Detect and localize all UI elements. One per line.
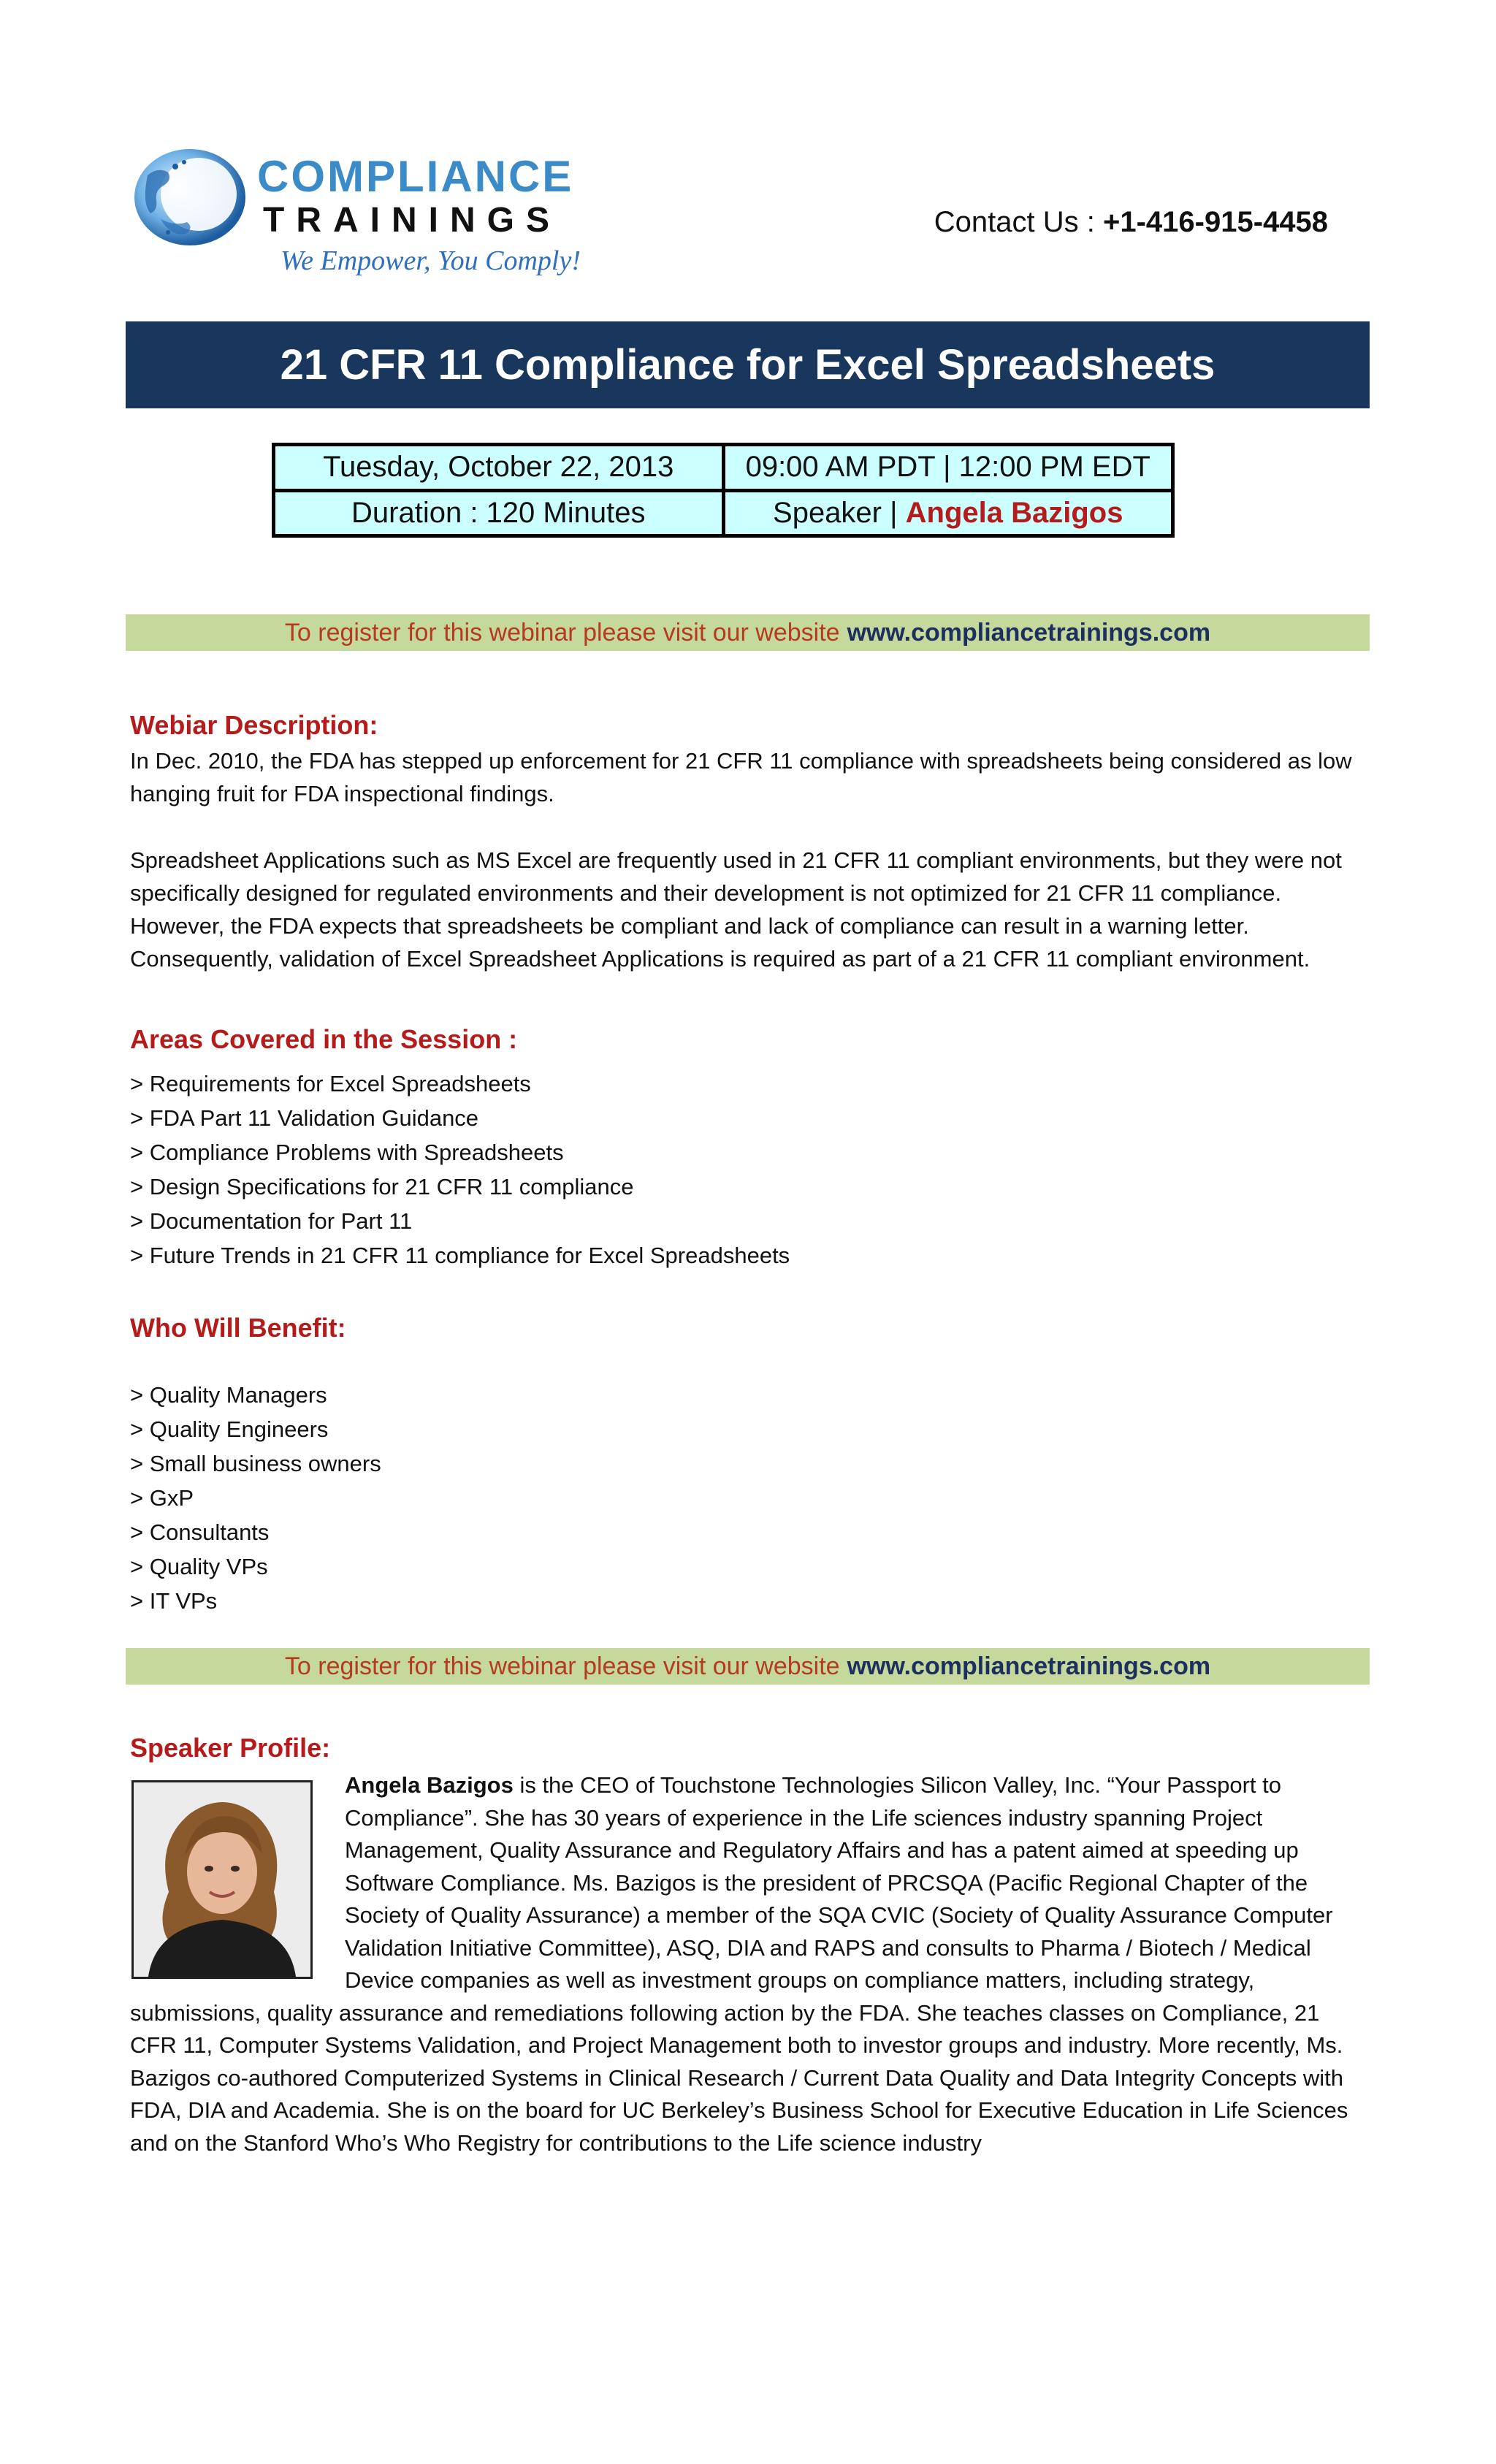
list-item: > FDA Part 11 Validation Guidance	[130, 1105, 479, 1131]
globe-icon	[131, 146, 248, 248]
list-item: > Compliance Problems with Spreadsheets	[130, 1140, 564, 1165]
areas-heading: Areas Covered in the Session :	[130, 1024, 518, 1054]
contact-info	[934, 206, 1328, 239]
register-link[interactable]: www.compliancetrainings.com	[847, 1652, 1211, 1680]
title-banner	[126, 321, 1370, 408]
list-item: > Future Trends in 21 CFR 11 compliance for Excel Spreadsheets	[130, 1243, 790, 1268]
description-paragraph-2: Spreadsheet Applications such as MS Excel are frequently used in 21 CFR 11 compliant environments, but they were not specifically designed for regulated environments and their development is not optimized for 21 CFR 11 compliance. However, the FDA expects that spreadsheets be compliant and lack of compliance can result in a warning letter. Consequently, validation of Excel Spreadsheet Applications is required as part of a 21 CFR 11 compliant environment.	[130, 847, 1342, 972]
contact-phone[interactable]: +1-416-915-4458	[1102, 206, 1328, 238]
register-text: To register for this webinar please visit our website	[284, 618, 840, 646]
list-item: > Requirements for Excel Spreadsheets	[130, 1071, 531, 1096]
speaker-name: Angela Bazigos	[905, 496, 1123, 529]
benefit-list	[130, 1378, 381, 1618]
contact-label: Contact Us :	[934, 206, 1103, 238]
benefit-heading: Who Will Benefit:	[130, 1313, 346, 1343]
list-item: > Quality Managers	[130, 1382, 327, 1408]
list-item: > Design Specifications for 21 CFR 11 compliance	[130, 1174, 634, 1199]
brand-tagline: We Empower, You Comply!	[280, 245, 581, 276]
table-row	[274, 445, 1173, 491]
register-bar-top	[126, 614, 1370, 651]
brand-name-line1: COMPLIANCE	[257, 152, 574, 201]
speaker-bio	[130, 1769, 1365, 2159]
list-item: > Small business owners	[130, 1451, 381, 1476]
duration-cell: Duration : 120 Minutes	[274, 490, 724, 536]
table-row	[274, 490, 1173, 536]
list-item: > GxP	[130, 1485, 194, 1511]
description-heading: Webiar Description:	[130, 710, 378, 740]
list-item: > IT VPs	[130, 1588, 218, 1614]
list-item: > Quality Engineers	[130, 1416, 329, 1442]
description-paragraph-1: In Dec. 2010, the FDA has stepped up enforcement for 21 CFR 11 compliance with spreadsheets being considered as low hanging fruit for FDA inspectional findings.	[130, 748, 1352, 806]
date-cell: Tuesday, October 22, 2013	[274, 445, 724, 491]
page-title: 21 CFR 11 Compliance for Excel Spreadsheets	[280, 341, 1216, 389]
list-item: > Documentation for Part 11	[130, 1208, 413, 1234]
speaker-label: Speaker |	[773, 496, 906, 529]
register-link[interactable]: www.compliancetrainings.com	[847, 618, 1211, 646]
brand-name-line2: TRAININGS	[263, 201, 561, 240]
register-text: To register for this webinar please visit our website	[284, 1652, 840, 1680]
register-bar-bottom	[126, 1648, 1370, 1685]
person-photo-icon	[131, 1780, 313, 1979]
speaker-bio-name: Angela Bazigos	[345, 1772, 514, 1798]
speaker-cell	[723, 490, 1173, 536]
speaker-heading: Speaker Profile:	[130, 1733, 331, 1763]
areas-list	[130, 1067, 790, 1273]
list-item: > Quality VPs	[130, 1554, 268, 1579]
speaker-bio-text: is the CEO of Touchstone Technologies Silicon Valley, Inc. “Your Passport to Compliance”. She has 30 years of experience in the Life sciences industry spanning Project Management, Quality Assurance and Regulatory Affairs and has a patent aimed at speeding up Software Compliance. Ms. Bazigos is the president of PRCSQA (Pacific Regional Chapter of the Society of Quality Assurance) a member of the SQA CVIC (Society of Quality Assurance Computer Validation Initiative Committee), ASQ, DIA and RAPS and consults to Pharma / Biotech / Medical Device companies as well as investment groups on compliance matters, including strategy, submissions, quality assurance and remediations following action by the FDA. She teaches classes on Compliance, 21 CFR 11, Computer Systems Validation, and Project Management both to investor groups and industry. More recently, Ms. Bazigos co-authored Computerized Systems in Clinical Research / Current Data Quality and Data Integrity Concepts with FDA, DIA and Academia. She is on the board for UC Berkeley’s Business School for Executive Education in Life Sciences and on the Stanford Who’s Who Registry for contributions to the Life science industry	[130, 1772, 1348, 2156]
webinar-info-table	[272, 443, 1175, 538]
time-cell: 09:00 AM PDT | 12:00 PM EDT	[723, 445, 1173, 491]
list-item: > Consultants	[130, 1519, 270, 1545]
